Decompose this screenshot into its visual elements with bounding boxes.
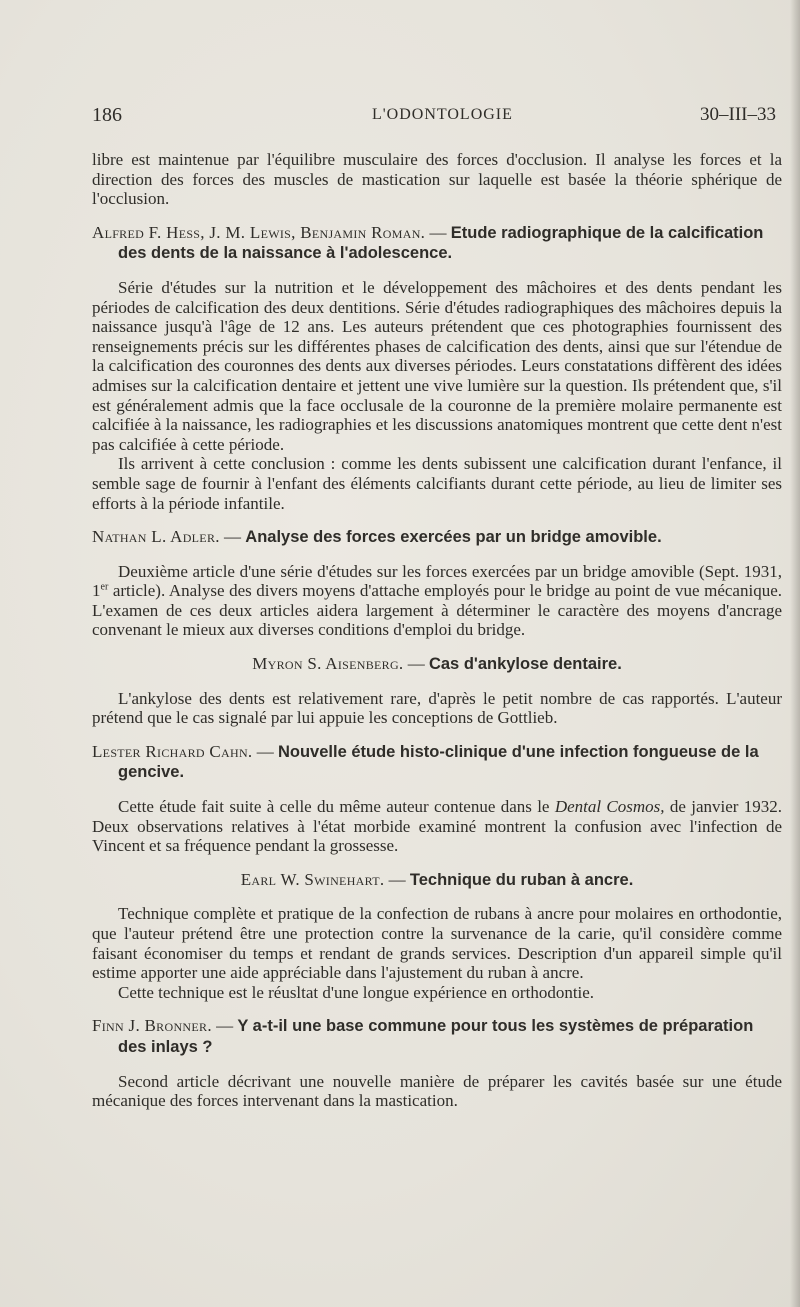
entry-hess-paragraph-2: Ils arrivent à cette conclusion : comme les dents subissent une calcification durant l'enfance, il semble sage de fournir à l'enfant des éléments calcifiants durant cette période, au lieu de limiter ses efforts à la période infantile.	[92, 454, 782, 513]
entry-cahn-paragraph	[92, 797, 782, 856]
page-body	[92, 150, 782, 1111]
entry-title: Technique du ruban à ancre.	[409, 870, 634, 889]
entry-swinehart-paragraph-1: Technique complète et pratique de la confection de rubans à ancre pour molaires en orthodontie, que l'auteur prétend être une protection contre la survenance de la carie, qu'il considère comme faisant économiser du temps et rendant de grands services. Description d'un appareil simple qu'il estime apporter une aide appréciable dans l'ajustement du ruban à ancre.	[92, 904, 782, 983]
entry-bronner-heading	[92, 1016, 782, 1057]
entry-swinehart-paragraph-2: Cette technique est le réusltat d'une longue expérience en orthodontie.	[118, 982, 595, 1002]
entry-author: Myron S. Aisenberg.	[252, 654, 404, 674]
entry-title: Nouvelle étude histo-clinique d'une infection fongueuse de la gencive.	[118, 742, 759, 782]
entry-adler-paragraph	[92, 562, 782, 640]
entry-author: Nathan L. Adler.	[92, 527, 220, 547]
entry-title: Analyse des forces exercées par un bridge amovible.	[245, 528, 662, 547]
entry-separator: —	[403, 654, 429, 674]
entry-hess-heading	[92, 223, 782, 264]
entry-author: Earl W. Swinehart.	[240, 869, 385, 889]
entry-swinehart-heading	[92, 870, 782, 891]
entry-author: Alfred F. Hess, J. M. Lewis, Benjamin Roman.	[92, 222, 426, 242]
entry-title: Y a-t-il une base commune pour tous les systèmes de préparation des inlays ?	[118, 1017, 754, 1056]
issue-date: 30–III–33	[700, 104, 776, 125]
running-header	[92, 104, 776, 132]
entry-adler-heading	[92, 527, 782, 548]
intro-paragraph: libre est maintenue par l'équilibre musculaire des forces d'occlusion. Il analyse les forces et la direction des forces des muscles de mastication sur laquelle est basée la théorie sphérique de l'occlusion.	[92, 150, 782, 209]
adler-text-start: Deuxième article d'une série d'études sur les forces exercées par un bridge amovible (Sept. 1931, 1	[92, 561, 782, 601]
page-edge-shadow	[790, 0, 800, 1307]
page-number: 186	[92, 104, 122, 126]
cahn-text-start: Cette étude fait suite à celle du même auteur contenue dans le	[118, 797, 555, 817]
entry-separator: —	[211, 1016, 238, 1036]
entry-separator: —	[219, 527, 246, 547]
journal-citation: Dental Cosmos,	[554, 797, 665, 817]
entry-hess-paragraph-1: Série d'études sur la nutrition et le développement des mâchoires et des dents pendant les périodes de calcification des deux dentitions. Série d'études radiographiques des mâchoires depuis la naissance jusqu'à l'âge de 12 ans. Les auteurs prétendent que ces photographies fournissent des renseignements précis sur les différentes phases de calcification des dents, ainsi que sur l'étendue de la calcification des couronnes des dents aux diverses périodes. Leurs constatations diffèrent des idées admises sur la calcification dentaire et jettent une vive lumière sur la question. Ils prétendent que, s'il est généralement admis que la face occlusale de la couronne de la première molaire permanente est calcifiée à la naissance, les radiographies et les discussions anatomiques montrent que cette dent n'est pas calcifiée à cette période.	[92, 277, 782, 454]
entry-aisenberg-paragraph: L'ankylose des dents est relativement rare, d'après le petit nombre de cas rapportés. L'auteur prétend que le cas signalé par lui appuie les conceptions de Gottlieb.	[92, 688, 782, 728]
cahn-text-end: de janvier 1932. Deux observations relatives à l'état morbide examiné montrent la confusion avec l'infection de Vincent et sa fréquence pendant la grossesse.	[92, 797, 782, 856]
entry-separator: —	[384, 869, 410, 889]
entry-separator: —	[425, 222, 451, 242]
entry-author: Lester Richard Cahn.	[92, 741, 253, 761]
ordinal-superscript: er	[100, 581, 109, 593]
entry-aisenberg-heading	[92, 654, 782, 675]
adler-text-end: article). Analyse des divers moyens d'attache employés pour le bridge au point de vue mécanique. L'examen de ces deux articles aidera largement à déterminer le caractère des moyens d'ancrage convenant le mieux aux diverses conditions d'emploi du bridge.	[92, 581, 782, 640]
entry-bronner-paragraph: Second article décrivant une nouvelle manière de préparer les cavités basée sur une étude mécanique des forces intervenant dans la mastication.	[92, 1071, 782, 1111]
entry-separator: —	[252, 741, 278, 761]
entry-title: Cas d'ankylose dentaire.	[428, 655, 622, 674]
entry-title: Etude radiographique de la calcification des dents de la naissance à l'adolescence.	[118, 223, 764, 263]
journal-title: L'ODONTOLOGIE	[372, 106, 513, 123]
entry-author: Finn J. Bronner.	[92, 1016, 212, 1036]
entry-cahn-heading	[92, 742, 782, 783]
